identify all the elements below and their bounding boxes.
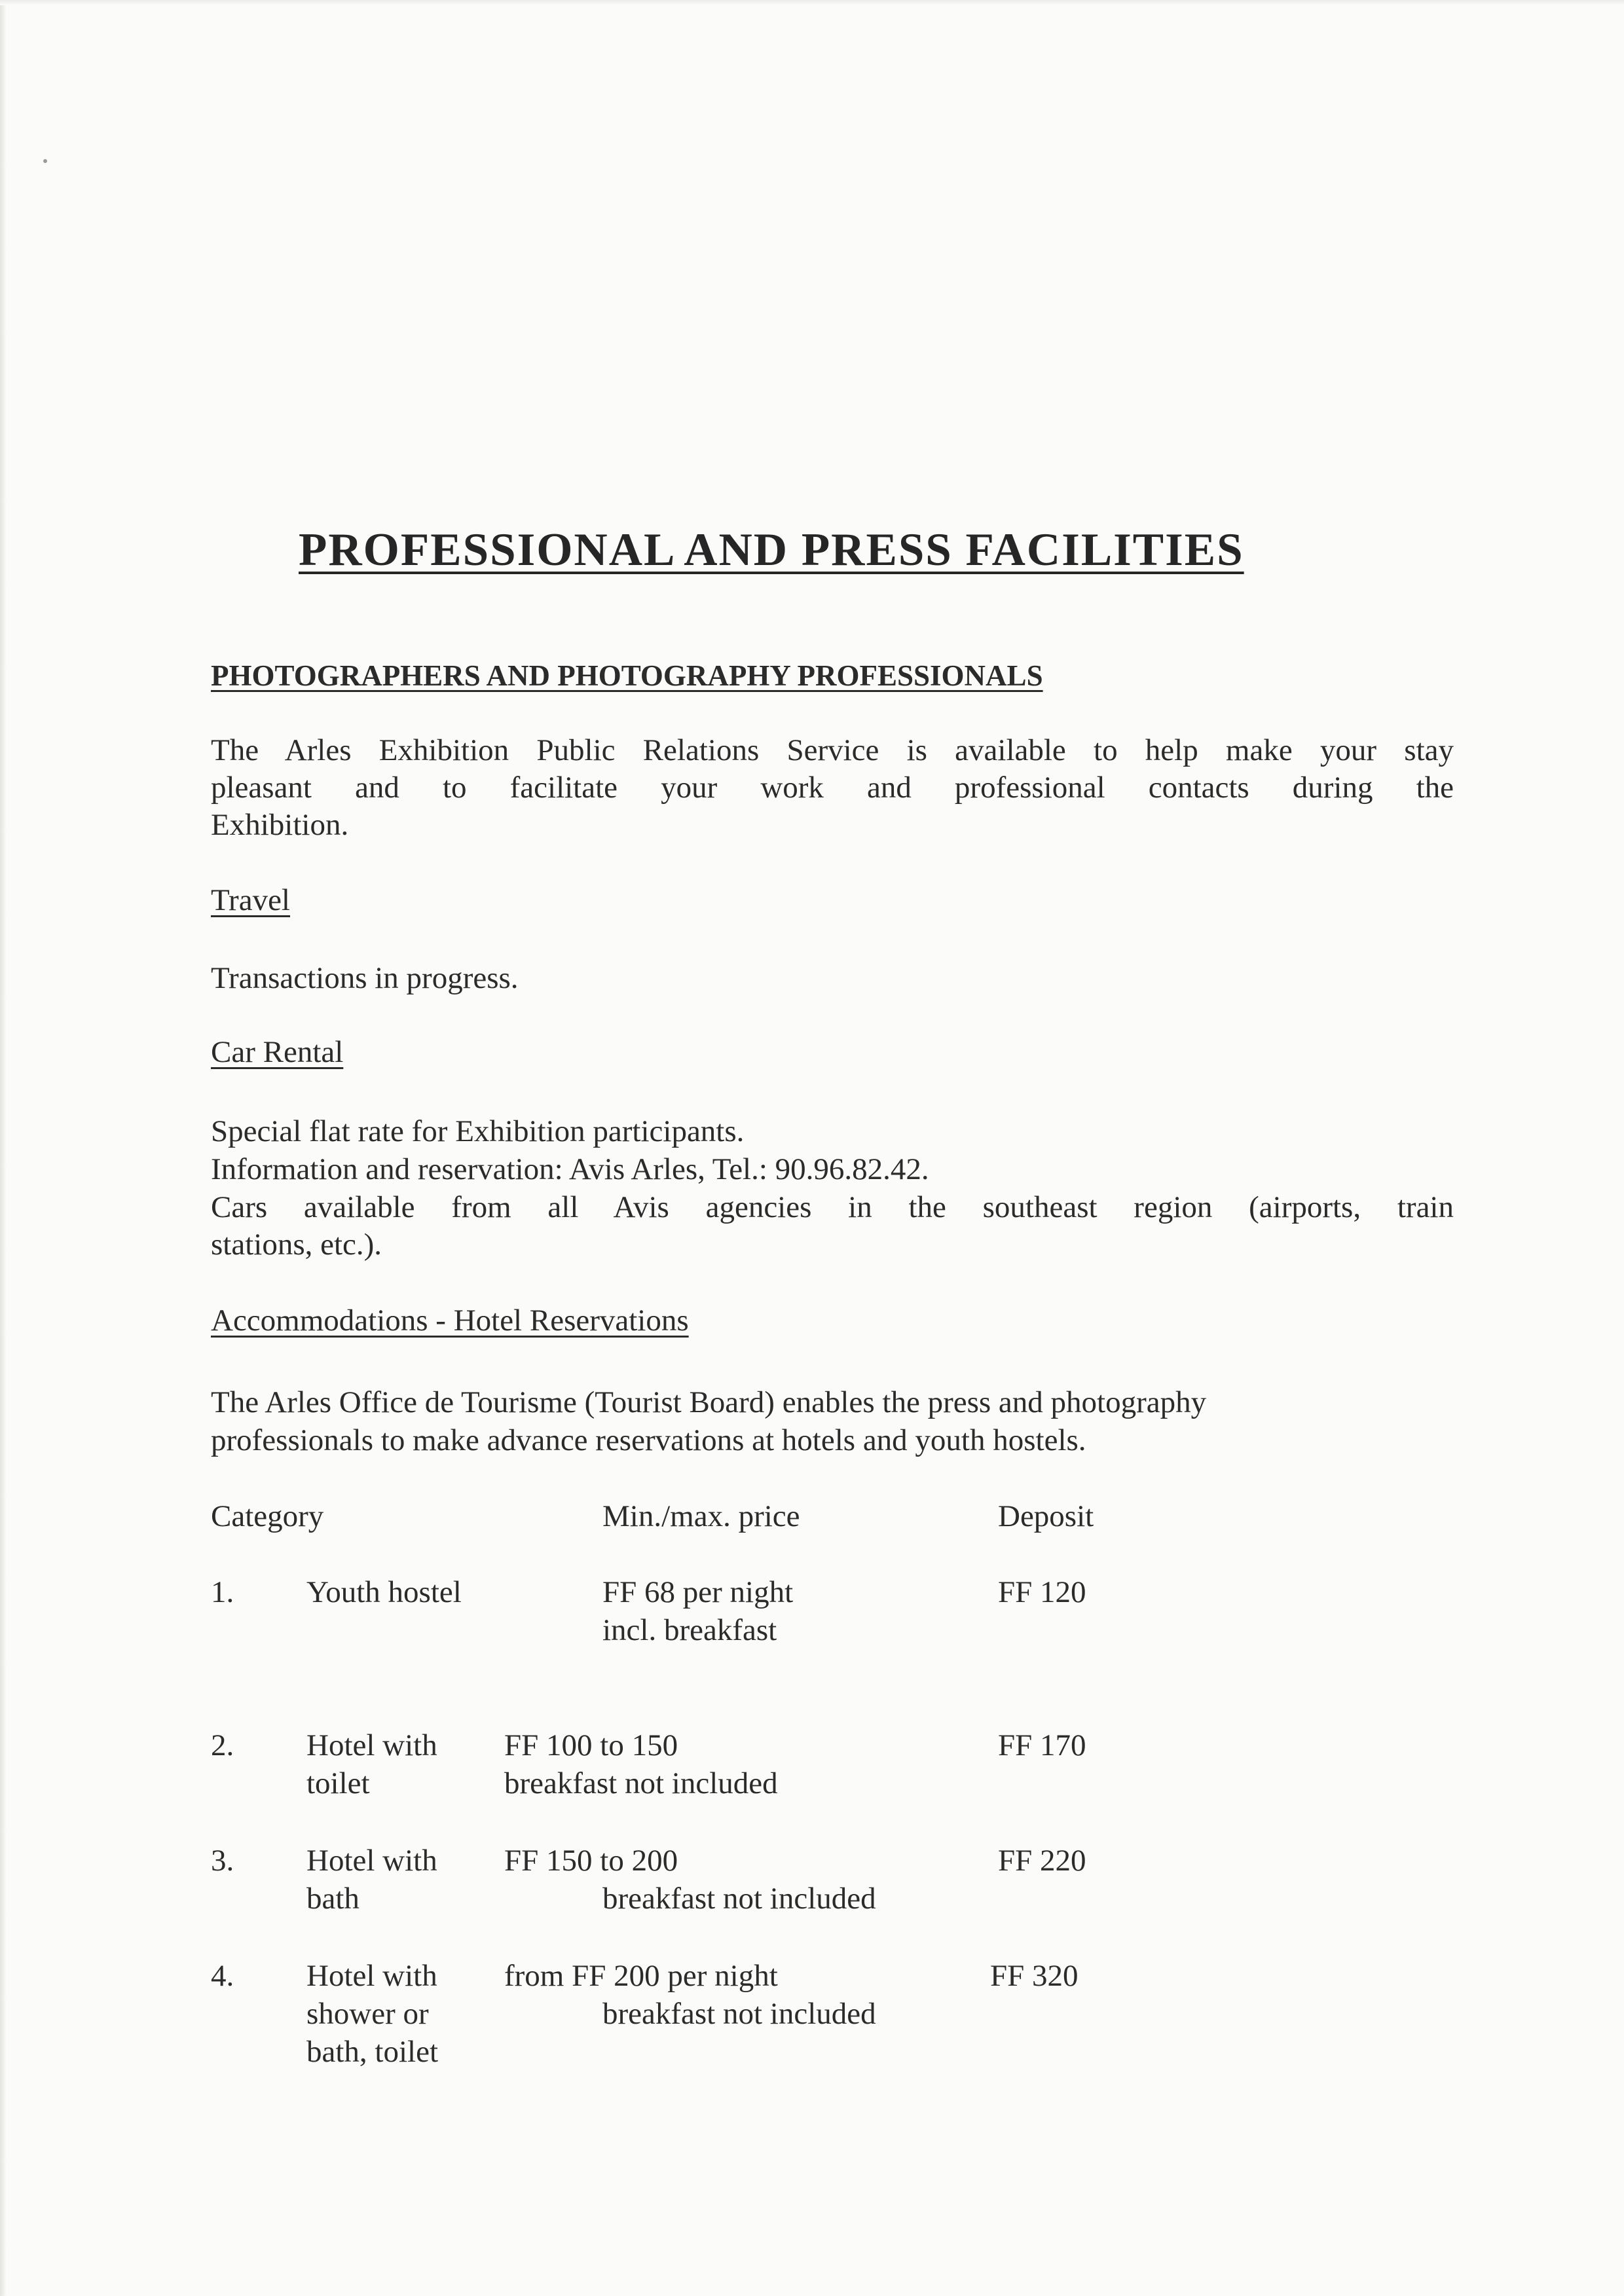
row-price: FF 100 to 150: [504, 1728, 678, 1762]
intro-line: Exhibition.: [211, 808, 349, 842]
car-rental-availability: [211, 1189, 1454, 1264]
row-price: FF 68 per night: [602, 1575, 794, 1609]
row-number: 3.: [211, 1844, 234, 1878]
travel-text: Transactions in progress.: [211, 961, 519, 995]
row-category: toilet: [306, 1766, 370, 1800]
row-deposit: FF 120: [998, 1575, 1086, 1609]
row-category: Youth hostel: [306, 1575, 462, 1609]
row-price: breakfast not included: [602, 1882, 876, 1916]
row-number: 1.: [211, 1575, 234, 1609]
row-category: bath, toilet: [306, 2035, 439, 2069]
row-price: breakfast not included: [504, 1766, 778, 1800]
car-rental-line: Information and reservation: Avis Arles, Tel.: 90.96.82.42.: [211, 1152, 929, 1186]
accommodations-heading: Accommodations - Hotel Reservations: [211, 1303, 689, 1338]
row-category: Hotel with: [306, 1959, 437, 1993]
car-rental-line: stations, etc.).: [211, 1228, 382, 1262]
row-deposit: FF 170: [998, 1728, 1086, 1762]
intro-paragraph: [211, 732, 1454, 844]
page-left-edge: [0, 0, 7, 2296]
page-title: PROFESSIONAL AND PRESS FACILITIES: [299, 524, 1244, 575]
row-category: Hotel with: [306, 1728, 437, 1762]
row-number: 4.: [211, 1959, 234, 1993]
row-price: from FF 200 per night: [504, 1959, 778, 1993]
paper-speck: [43, 159, 47, 163]
car-rental-heading: Car Rental: [211, 1035, 344, 1069]
row-category: shower or: [306, 1997, 429, 2031]
intro-line: The Arles Exhibition Public Relations Service is available to help make your stay: [211, 733, 1454, 767]
section-subheading: PHOTOGRAPHERS AND PHOTOGRAPHY PROFESSIONALS: [211, 659, 1043, 692]
row-deposit: FF 320: [990, 1959, 1079, 1993]
header-deposit: Deposit: [998, 1499, 1094, 1533]
header-category: Category: [211, 1499, 324, 1533]
row-number: 2.: [211, 1728, 234, 1762]
car-rental-line: Special flat rate for Exhibition participants.: [211, 1114, 745, 1148]
accommodations-line: professionals to make advance reservations at hotels and youth hostels.: [211, 1423, 1086, 1457]
row-price: FF 150 to 200: [504, 1844, 678, 1878]
intro-line: pleasant and to facilitate your work and professional contacts during the: [211, 771, 1454, 805]
car-rental-line: Cars available from all Avis agencies in the southeast region (airports, train: [211, 1190, 1454, 1224]
row-deposit: FF 220: [998, 1844, 1086, 1878]
row-category: bath: [306, 1882, 360, 1916]
header-price: Min./max. price: [602, 1499, 800, 1533]
row-price: breakfast not included: [602, 1997, 876, 2031]
row-price: incl. breakfast: [602, 1613, 777, 1647]
travel-heading: Travel: [211, 883, 290, 917]
row-category: Hotel with: [306, 1844, 437, 1878]
page-top-edge: [0, 0, 1624, 5]
accommodations-line: The Arles Office de Tourisme (Tourist Board) enables the press and photography: [211, 1385, 1207, 1419]
